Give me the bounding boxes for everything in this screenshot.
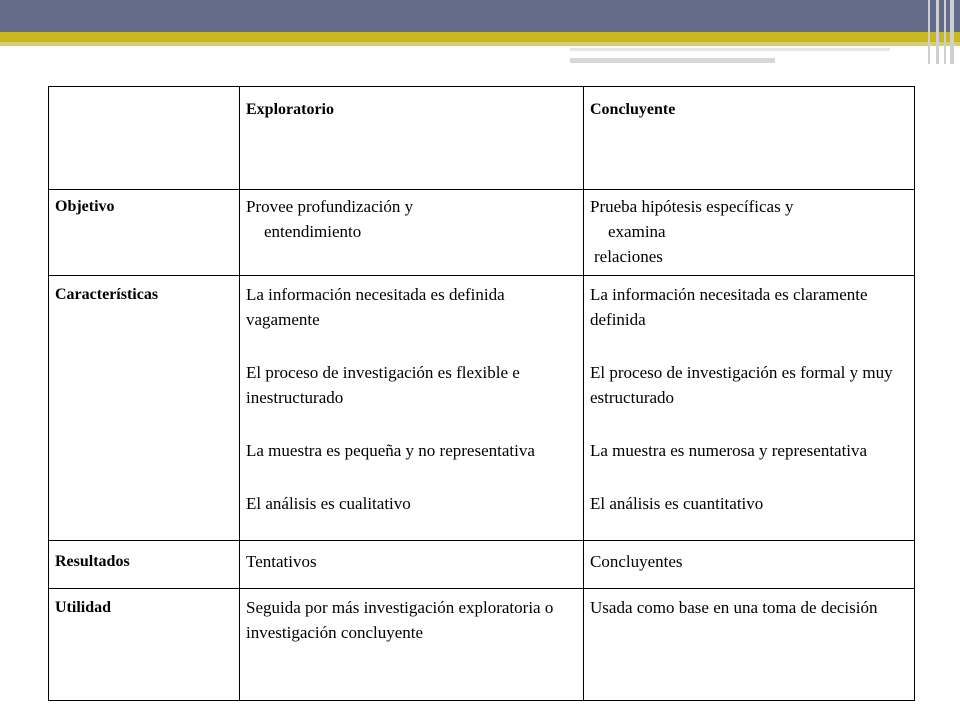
table-row-resultados — [49, 541, 915, 589]
cell-objetivo-exploratorio — [240, 190, 584, 276]
cell-line: relaciones — [594, 247, 663, 266]
cell-caracteristicas-exploratorio — [240, 276, 584, 541]
comparison-table — [48, 86, 915, 701]
cell-paragraph: La información necesitada es claramente definida — [590, 285, 868, 329]
row-label-utilidad: Utilidad — [49, 589, 240, 701]
cell-paragraph: El análisis es cuantitativo — [590, 494, 764, 513]
cell-paragraph: La muestra es pequeña y no representativa — [246, 441, 535, 460]
cell-paragraph: El proceso de investigación es formal y muy estructurado — [590, 363, 893, 407]
table-header-row — [49, 87, 915, 190]
table-row-objetivo — [49, 190, 915, 276]
decorative-line — [570, 58, 775, 63]
cell-resultados-exploratorio: Tentativos — [240, 541, 584, 589]
header-bar — [0, 0, 960, 32]
table-row-caracteristicas — [49, 276, 915, 541]
row-label-caracteristicas: Características — [49, 276, 240, 541]
cell-line: Prueba hipótesis específicas y — [590, 197, 794, 216]
cell-paragraph: El proceso de investigación es flexible e inestructurado — [246, 363, 520, 407]
cell-utilidad-concluyente: Usada como base en una toma de decisión — [584, 589, 915, 701]
cell-resultados-concluyente: Concluyentes — [584, 541, 915, 589]
cell-paragraph: El análisis es cualitativo — [246, 494, 411, 513]
cell-caracteristicas-concluyente — [584, 276, 915, 541]
header-concluyente: Concluyente — [584, 87, 915, 190]
cell-line: Provee profundización y — [246, 197, 414, 216]
cell-line: entendimiento — [264, 222, 362, 241]
cell-paragraph: La información necesitada es definida vagamente — [246, 285, 505, 329]
accent-bar-thin — [0, 42, 960, 46]
accent-bar — [0, 32, 960, 42]
cell-objetivo-concluyente — [584, 190, 915, 276]
row-label-resultados: Resultados — [49, 541, 240, 589]
header-exploratorio: Exploratorio — [240, 87, 584, 190]
decorative-line — [570, 48, 890, 51]
cell-paragraph: La muestra es numerosa y representativa — [590, 441, 868, 460]
decorative-stripes — [926, 0, 960, 64]
cell-utilidad-exploratorio: Seguida por más investigación exploratoria o investigación concluyente — [240, 589, 584, 701]
header-corner-cell — [49, 87, 240, 190]
row-label-objetivo: Objetivo — [49, 190, 240, 276]
table-row-utilidad — [49, 589, 915, 701]
cell-line: examina — [608, 222, 666, 241]
